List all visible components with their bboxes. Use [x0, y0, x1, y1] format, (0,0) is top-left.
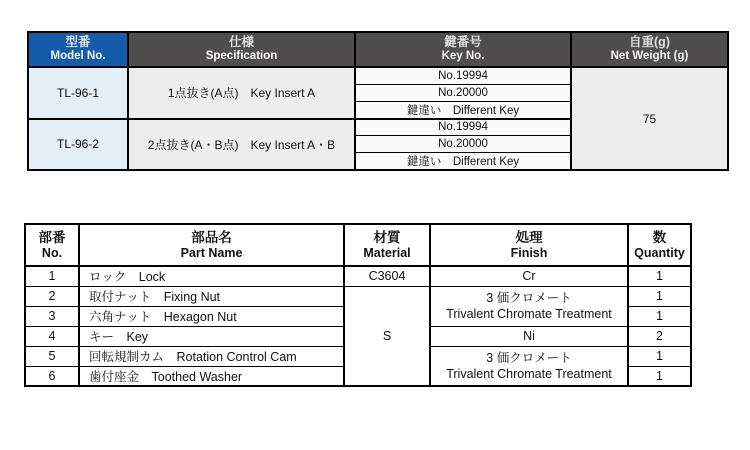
- parts-header-part-name-en: Part Name: [180, 246, 243, 261]
- key-cell: 鍵違い Different Key: [355, 153, 571, 171]
- qty-cell: 1: [628, 306, 691, 326]
- parts-table: [24, 223, 692, 387]
- part-name-cell: 六角ナット Hexagon Nut: [79, 306, 344, 326]
- parts-header-material-jp: 材質: [373, 229, 401, 245]
- parts-header-no-jp: 部番: [38, 229, 66, 245]
- finish-cell-chromate-2: [430, 346, 628, 386]
- finish-cell-ni: Ni: [430, 326, 628, 346]
- model-cell-tl-96-2: TL-96-2: [28, 119, 128, 171]
- key-cell: 鍵違い Different Key: [355, 101, 571, 119]
- part-name-cell: 取付ナット Fixing Nut: [79, 286, 344, 306]
- spec-cell-tl-96-1: 1点抜き(A点) Key Insert A: [128, 67, 355, 119]
- parts-header-part-name: [79, 224, 344, 266]
- spec-header-specification: [128, 32, 355, 67]
- key-cell: No.19994: [355, 119, 571, 136]
- key-cell: No.20000: [355, 136, 571, 153]
- spec-header-model: [28, 32, 128, 67]
- part-name-cell: 歯付座金 Toothed Washer: [79, 366, 344, 386]
- spec-header-specification-en: Specification: [205, 50, 278, 63]
- spec-cell-tl-96-2: 2点抜き(A・B点) Key Insert A・B: [128, 119, 355, 171]
- spec-header-net-weight-en: Net Weight (g): [610, 50, 689, 63]
- finish-cell-chromate-1: [430, 286, 628, 326]
- parts-header-row: [25, 224, 691, 266]
- parts-header-quantity-jp: 数: [652, 229, 667, 245]
- parts-row-2: [25, 286, 691, 306]
- spec-header-row: [28, 32, 728, 67]
- part-name-cell: キー Key: [79, 326, 344, 346]
- part-no-cell: 4: [25, 326, 79, 346]
- part-name-cell: ロック Lock: [79, 266, 344, 286]
- part-no-cell: 5: [25, 346, 79, 366]
- part-no-cell: 6: [25, 366, 79, 386]
- part-no-cell: 1: [25, 266, 79, 286]
- qty-cell: 1: [628, 346, 691, 366]
- qty-cell: 1: [628, 266, 691, 286]
- part-no-cell: 3: [25, 306, 79, 326]
- spec-header-model-en: Model No.: [50, 50, 106, 63]
- part-name-cell: 回転規制カム Rotation Control Cam: [79, 346, 344, 366]
- finish-chromate-jp: 3 価クロメート: [486, 290, 572, 305]
- spec-header-net-weight: [571, 32, 728, 67]
- parts-row-1: [25, 266, 691, 286]
- parts-header-quantity: [628, 224, 691, 266]
- key-cell: No.19994: [355, 67, 571, 84]
- qty-cell: 2: [628, 326, 691, 346]
- key-cell: No.20000: [355, 84, 571, 101]
- spec-table: [27, 31, 729, 171]
- parts-header-no-en: No.: [41, 246, 63, 261]
- spec-header-key-no: [355, 32, 571, 67]
- qty-cell: 1: [628, 366, 691, 386]
- finish-chromate-en: Trivalent Chromate Treatment: [446, 307, 612, 321]
- finish-cell-cr: Cr: [430, 266, 628, 286]
- parts-header-part-name-jp: 部品名: [191, 229, 232, 245]
- model-cell-tl-96-1: TL-96-1: [28, 67, 128, 119]
- spec-header-key-no-jp: 鍵番号: [444, 34, 482, 49]
- finish-chromate-en: Trivalent Chromate Treatment: [446, 366, 612, 381]
- part-no-cell: 2: [25, 286, 79, 306]
- finish-chromate-jp: 3 価クロメート: [486, 350, 572, 365]
- parts-header-finish-jp: 処理: [515, 229, 543, 245]
- spec-row: [28, 67, 728, 84]
- spec-header-specification-jp: 仕様: [228, 34, 254, 49]
- parts-header-finish: [430, 224, 628, 266]
- material-cell-c3604: C3604: [344, 266, 430, 286]
- qty-cell: 1: [628, 286, 691, 306]
- spec-header-model-jp: 型番: [65, 34, 91, 49]
- parts-header-finish-en: Finish: [510, 246, 548, 261]
- material-cell-s: S: [344, 286, 430, 386]
- parts-header-material-en: Material: [363, 246, 411, 261]
- parts-header-material: [344, 224, 430, 266]
- parts-header-no: [25, 224, 79, 266]
- net-weight-cell: 75: [571, 67, 728, 170]
- spec-header-key-no-en: Key No.: [441, 50, 485, 63]
- spec-header-net-weight-jp: 自重(g): [629, 34, 670, 49]
- parts-header-quantity-en: Quantity: [634, 246, 685, 261]
